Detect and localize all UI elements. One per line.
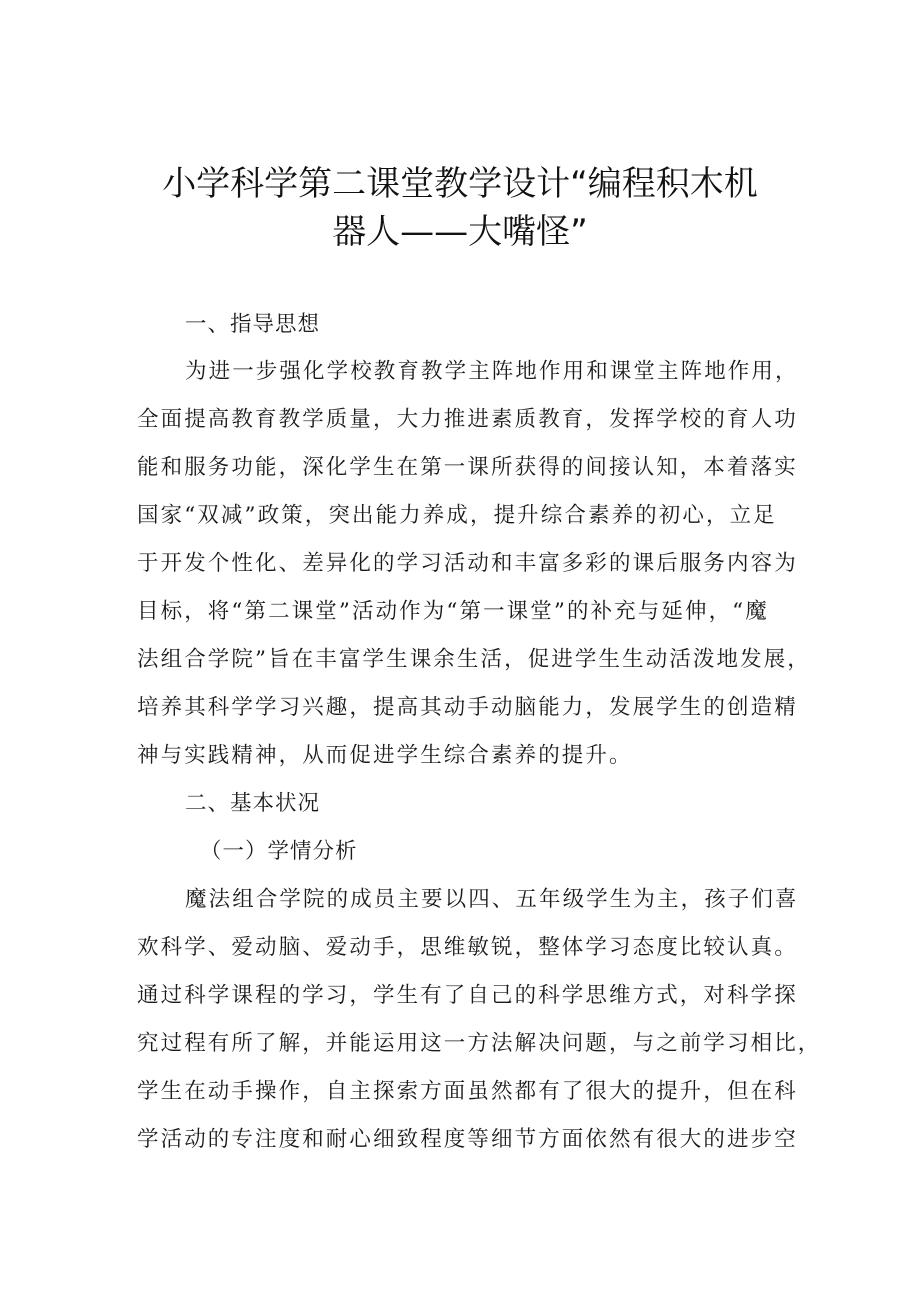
paragraph-line: 魔法组合学院的成员主要以四、五年级学生为主，孩子们喜 <box>185 887 799 912</box>
paragraph-line: 究过程有所了解，并能运用这一方法解决问题，与之前学习相比， <box>137 1031 822 1056</box>
paragraph-line: 于开发个性化、差异化的学习活动和丰富多彩的课后服务内容为 <box>137 551 798 576</box>
paragraph-line: 目标，将“第二课堂”活动作为“第一课堂”的补充与延伸，“魔 <box>137 599 769 624</box>
paragraph-line: 神与实践精神，从而促进学生综合素养的提升。 <box>137 743 633 768</box>
section-heading-basic-situation: 二、基本状况 <box>185 791 321 816</box>
subsection-heading-learning-analysis: （一）学情分析 <box>200 839 358 864</box>
paragraph-line: 国家“双减”政策，突出能力养成，提升综合素养的初心，立足 <box>137 503 777 528</box>
document-title-line-1: 小学科学第二课堂教学设计“编程积木机 <box>162 164 758 204</box>
paragraph-line: 全面提高教育教学质量，大力推进素质教育，发挥学校的育人功 <box>137 407 798 432</box>
paragraph-line: 学活动的专注度和耐心细致程度等细节方面依然有很大的进步空 <box>137 1127 798 1152</box>
paragraph-line: 为进一步强化学校教育教学主阵地作用和课堂主阵地作用， <box>185 359 799 384</box>
paragraph-line: 能和服务功能，深化学生在第一课所获得的间接认知，本着落实 <box>137 455 798 480</box>
paragraph-line: 通过科学课程的学习，学生有了自己的科学思维方式，对科学探 <box>137 983 798 1008</box>
paragraph-line: 培养其科学学习兴趣，提高其动手动脑能力，发展学生的创造精 <box>137 695 798 720</box>
paragraph-line: 法组合学院”旨在丰富学生课余生活，促进学生生动活泼地发展， <box>137 647 811 672</box>
document-title-line-2: 器人——大嘴怪” <box>332 212 588 252</box>
section-heading-guiding-idea: 一、指导思想 <box>185 312 321 337</box>
paragraph-line: 欢科学、爱动脑、爱动手，思维敏锐，整体学习态度比较认真。 <box>137 935 798 960</box>
paragraph-line: 学生在动手操作，自主探索方面虽然都有了很大的提升，但在科 <box>137 1079 798 1104</box>
